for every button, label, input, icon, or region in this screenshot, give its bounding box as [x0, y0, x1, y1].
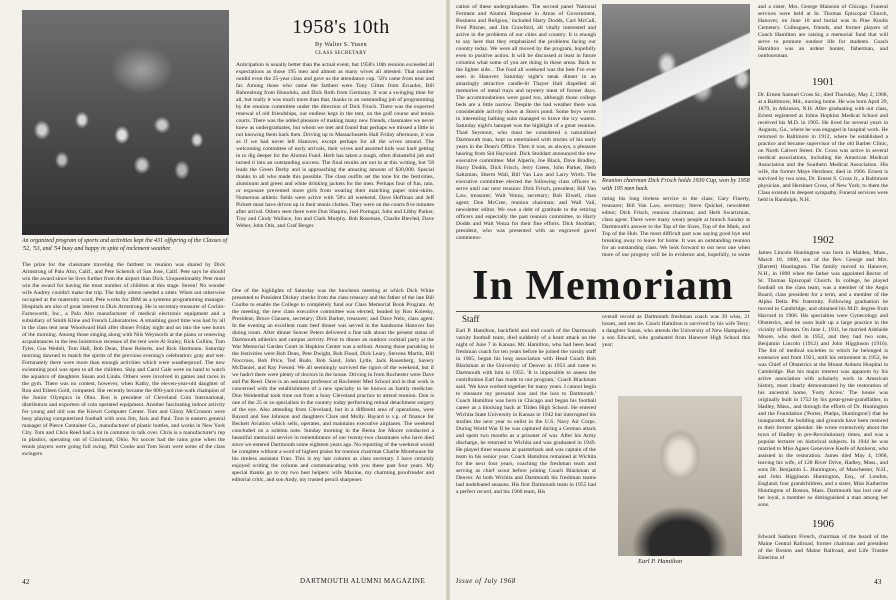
column-1-continued: cation of these undergraduates. The second panel 'National Ferment and Alumni Response in Areas of Government, Business and Religion,' included Harry Dodds, Carl McCall, Fred Pitzner, and Jim Crawford, all vitally interested and active in the problems of our cities and country. It is enough to say here that they emphasized the problems facing our country today. We were all moved by the program, hopefully even to positive action. It will be discussed at least in future columns what some of you are doing in these areas. Back to the lighter side... The food all weekend was the best I've ever seen in Hanover. Saturday night's steak dinner in an amazingly attractive candle-lit Thayer Hall dispelled all memories of metal trays and mystery meat of former days. The accommodations were good too, although those college beds are a little narrow. Despite the bad weather there was considerable activity down at Storrs pond. Some boys wrote in interesting bathing suits managed to brave the icy waters. Saturday night's banquet was the highlight of a great reunion. Thad Seymour, who must be considered a naturalized Dartmouth man, kept us entertained with stories of his early years in the Dean's Office. Then it was, as always, a pleasure hearing from Sid Hayward. Dick Stoddart announced the new executive committee: Mel Alperin, Joe Black, Dave Bradley, Harry Dodds, Dick Frisch, Jerry Green, John Parker, Herb Saltzman, Sherm Wall, Bill Van Law and Larry Wirth. The executive committee elected the following class officers to serve until our next reunion: Dick Frisch, president; Bill Van Law, treasurer; Walt Venza, secretary; Bob Elwell, class agent; Don McCree, reunion chairman; and Wall Vail, newsletter editor. We owe a debt of gratitude to the retiring officers and especially the past reunion committee, to Harry Dodds and Walt Venza for their fine efforts. Dick Stoddart, president, who was presented with an engraved gavel commemo- — [456, 4, 596, 241]
column-bottom-left: The prize for the classmate traveling the farthest to reunion was shared by Dick Armstrong of Palo Alto, Calif., and Pete Schenck of San Jose, Calif. Pete says he should win the award since he lives further from the airport than Dick. Unquestionably Pete must win the award for having the most number of children at this stage. Seven! No wonder wife Audrey couldn't make the trip. The baby sitters needed a sitter. When not otherwise occupied at the maternity ward, Pete works for IBM as a systems programming manager. Hospitals are also of great interest to Dick Armstrong. He is secretary-treasurer of Corbin-Farnsworth, Inc., a Palo Alto manufacturer of medical electronic equipment and a subsidiary of Smith Kline and French Laboratories. A smashing good time was had by all in the class tent near Woodward Hall after dinner Friday night and on into the wee hours of the morning. Among those singing along with Nils Weyssorth at the piano or renewing acquaintances in the less boisterous recesses of the tent were Al Staley, Rick Collins, Tom Tyler, Gus Wedell, Tom Hall, Bob Dean, Dune Roberts, and Rick Hartmann. Saturday morning dawned to match the spirits of the previous evening's celebration: gray and wet. Fortunately there were more than enough activities which were weatherproof. The new swimming pool was open to all the children. Skip and Carol Gale were on hand to watch the aquatics of daughters Susan and Linda. Others were involved in games and races in the gym. There was no contest, however, when Kathy, the eleven-year-old daughter of Ron and Eileen Gold, competed. She recently became the 600-yard run-walk champion of the Junior Olympics in Ohio. Ron is president of Cleveland Coin International, distributors and exporters of coin operated equipment. Another fascinating indoor activity for young and old was the Kiewit Computer Center. Tom and Ginny McCrosson were busy playing computerized football with sons Jim, Jack and Paul. Tom is eastern general manager of Pierce Container Co., manufacturer of plastic bottles, and works in New York City. Tom and Chris Reed had a lot in common to talk over. Chris is a manufacturer's rep in plastics, operating out of Cincinnati, Ohio. No soccer had the rains gone when the tennis players were going full swing. Phil Cooke and Tom Scott were some of the class swingers. — [22, 262, 225, 457]
column-3-top: and a sister, Mrs. George Mansion of Chicago. Funeral services were held at St. Thomas Episcopal Church, Hanover, on June 10 and burial was in Pine Knolls Cemetery. Colleagues, friends, and former players of Coach Hamilton are raising a memorial fund that will serve to promote outdoor life for students. Coach Hamilton was an ardent hunter, fisherman, and outdoorsman. — [758, 4, 888, 59]
obituary-1901: Dr. Ernest Samuel Cross Sr., died Thursday, May 2, 1968, at a Baltimore, Md., nursing home. He was born April 29, 1879, in Atkinson, N.H. After graduating with our class, Ernest registered at Johns Hopkins Medical School and received his M.D. in 1905. He lived for several years in Augusta, Ga., where he was engaged in hospital work. He returned to Baltimore in 1912, where he established a practice and became supervisor of the old Barber Clinic, on North Calvert Street. Dr. Cross was active in several medical associations, including the American Medical Association and the Southern Medical Association. His wife, the former Maye Hershner, died in 1966. Ernest is survived by two sons, Dr. Ernest S. Cross Jr., a Baltimore physician, and Hershner Cross, of New York; to them the Class extends its deepest sympathy. Funeral services were held in Randolph, N.H. — [758, 92, 888, 203]
memoriam-title: In Memoriam — [472, 263, 734, 309]
issue-footer: Issue of July 1968 — [456, 577, 516, 585]
year-1906: 1906 — [812, 518, 834, 530]
byline-name: By Walter S. Yusen — [315, 42, 367, 48]
crowd-photo — [22, 10, 229, 235]
year-1902: 1902 — [812, 234, 834, 246]
year-1901: 1901 — [812, 76, 834, 88]
reunion-photo-caption: Reunion chairman Dick Frisch holds 1930 Cup, won by 1958 with 195 men back. — [602, 178, 750, 192]
right-page — [448, 0, 896, 600]
memoriam-column-2: overall record as Dartmouth freshman coach was 39 wins, 21 losses, and one tie. Coach Hamilton is survived by his wife Terry; a daughter Susan, who attends the University of New Hampshire; a son Edward, who graduated from Hanover High School this year; — [602, 314, 750, 348]
memoriam-column-1: Earl P. Hamilton, backfield and end coach of the Dartmouth varsity football team, died suddenly of a heart attack on the night of June 7 in Kansas. Mr. Hamilton, who had been head freshman coach for ten years before he joined the varsity staff in 1965, began his long association with Head Coach Bob Blackman at the University of Denver in 1953 and came to Dartmouth with him in 1955. 'It is impossible to assess the contribution Earl has made to our program,' Coach Blackman said. 'We have worked together for many years. I cannot begin to measure my personal loss and the loss to Dartmouth.' Coach Hamilton was born in Chicago and began his football career as a blocking back at Tilden High School. He entered Wichita State University in Kansas in 1942 but interrupted his studies the next year to enlist in the U.S. Navy Air Corps. During World War II he was captured during a German attack and spent two months as a prisoner of war. After his Army discharge, he returned to Wichita and was graduated in 1949. He played three seasons at quarterback and was captain of the team in his senior year. Coach Hamilton remained at Wichita for the next four years, coaching the freshman team and serving as chief scout before joining Coach Blackman at Denver. At both Wichita and Dartmouth his freshman teams had undefeated seasons. His first Dartmouth team in 1955 had a perfect record, and his 1960 team, His — [456, 328, 596, 495]
obituary-1906: Edward Sanborn French, chairman of the board of the Maine Central Railroad, former chairman and president of the Boston and Maine Railroad, and Life Trustee Emeritus of — [758, 534, 888, 561]
portrait-caption: Earl P. Hamilton — [638, 558, 683, 565]
obituary-1902: James Lincoln Huntington was born in Malden, Mass., March 10, 1880, son of the Rev. George and Mrs. (Barrett) Huntington. The family moved to Hanover, N.H., in 1890 when the father was appointed Rector of St. Thomas Episcopal Church. In college, he played football on the class team, was a member of the Aegis Board, class president for a term, and a member of the Alpha Delta Phi fraternity. Following graduation he moved to Cambridge, and obtained his M.D. degree from Harvard in 1906. His specialties were Gynecology and Obstetrics, and he soon built up a large practice in the vicinity of Boston. On June 1, 1911, he married Adelaide Moore, who died in 1952, and they had two sons, Benjamin Lincoln (1912) and John Higginson (1916). The list of medical societies to which he belonged is extensive and from 1921, until his retirement in 1952, he was Chief of Obstetrics at the Mount Auburn Hospital in Cambridge. But his major interest was apparent by his active association with scholarly work in American history, most clearly demonstrated by the restoration of his ancestral home, 'Forty Acres.' The house was originally built in 1752 by his great-great-grandfather, in Hadley, Mass., and through the efforts of Dr. Huntington and the Foundation ('Porter, Phelps, Huntington') that he inaugurated, the building and grounds have been restored to their former splendor. He wrote extensively about the town of Hadley in pre-Revolutionary times, and was a popular lecturer on historical subjects. In 1944 he was married to Miss Agnes Genevieve Keefe of Amherst, who assisted in the restoration. James died May 4, 1968, leaving his wife, of 128 River Drive, Hadley, Mass., and sons Dr. Benjamin L. Huntington, of Manchester, N.H., and John Higginson Huntington, Esq., of London, England; four grandchildren, and a sister, Miss Katherine Huntington of Boston, Mass. Dartmouth has lost one of her loyal, a member so distinguished a man among her sons. — [758, 250, 888, 508]
portrait-photo — [618, 396, 742, 556]
column-2-continued: rating his long tireless service to the class; Gary Finerty, treasurer; Bill Van Law, secretary; Steve Quickel, newsletter editor; Dick Frisch, reunion chairman; and Herb Swartzman, class agent. There were many weary people at brunch Sunday at Dartmouth's answer to the Top of the Sixes, Top of the Mark, and Top of the Hub. The most difficult part was saying good bye and breaking away to leave for home. It was an outstanding reunion for an outstanding class. We look forward to our next one when more of our progeny will be in evidence and, hopefully, to some — [602, 196, 750, 258]
page-number-left: 42 — [22, 577, 30, 586]
class-headline: 1958's 10th — [292, 16, 390, 38]
column-bottom-right: One of the highlights of Saturday was the luncheon meeting at which Dick White presented to President Dickey checks from the class treasury and the father of the late Bill Coulbo to enable the College to completely fund our Class Memorial Book Program. At the meeting, the new class executive committee was elected, headed by Ron Kolesky, President; Bruce Clausen, secretary; Dick Barker, treasurer; and Dave Nelo, class agent. In the evening an excellent roast beef dinner was served in the handsome Hanover Inn dining room. After dinner Seaver Peters delivered a fine talk about the present status of Dartmouth athletics and campus activity. Prior to dinner an outdoor cocktail party at the War Memorial Garden Court in Hopkins Center was a sellout. Among those partaking in the festivities were Bob Dean, Pete Dwight, Bob Flood, Dick Leary, Stevens Martin, Bill Noccross, Bob Price, Ted Rudo, Bob Sand, John Lytle, Jack Rosenberg, Savery McDaniel, and Ray Freund. We all seemingly survived the rigors of the weekend, but if we hadn't there were plenty of doctors in the house. Driving in from Rochester were Dave and Pat Reed. Dave is an assistant professor at Rochester Med School and in that work is concerned with the establishment of a new specialty to be known as family medicine. Don Weidenthal took time out from a busy Cleveland practice to attend reunion. Don is one of the 25 or so specialists in the country today performing retinal detachment surgery of the eye. Also attending from Cleveland, but in a different area of operations, were Bayard and Sue Johnson and daughters Clare and Molly. Bayard is v.p. of finance for Beckett Aviation which sells, operates, and maintains executive airplanes. The weekend concluded on a solemn note. Sunday morning in the Bema Joe Moore conducted a beautiful memorial service in remembrance of our twenty-two classmates who have died since we entered Dartmouth some eighteen years ago. No reporting of the weekend would be complete without a word of highest praise for reunion chairman Charlie Morehouse for his tireless assistant Fran. This is my last column as class secretary. I have certainly enjoyed writing the column and communicating with you these past four years. My special thanks go to my two best helpers: wife Maxine, my charming proofreader and editorial critic, and son Andy, my trusted pencil sharpener. — [232, 288, 434, 483]
reunion-photo — [602, 4, 750, 176]
column-top-right: Anticipation is usually better than the actual event, but 1958's 10th reunion exceeded all expectations as those 195 men and almost as many wives all attested. That number outdid even the 25-year class and gave us the attendance cup. '58's came from near and far. Among those who came the farthest were Tony Gittes from Ecuador, Bill Bahrenburg from Honolulu, and Dick Roth from Germany. It was a swinging time for all, but really it was much more than that, thanks to an outstanding job of programming by the reunion committee under the direction of Dick Frisch. There was the expected renewal of old friendships, our endless kegs in the tent, on the golf course and tennis courts. There was the added pleasure of making many new friends, classmates we never knew as undergraduates, but whom we met and found that perhaps we missed a little in not knowing them back then. Driving up to Massachusetts Hall Friday afternoon, it was as if we had never left Hanover, except perhaps for all the wives around. The welcoming committee of early arrivals, their wives and assorted kids was hard getting in to dig deeper for the Alumni Fund. Herb has taken a tough, often distasteful job and turned it into an outstanding success. The final results are not in at this writing, but '58 leads the Green Derby and is approaching the amazing amount of $30,000. Special thanks to all who made this possible. The class outfits set the tone for the festivities, aluminum and green and white drinking jackets for the men. Perhaps four of fun, rain, or exposure prevented more girls from wearing their matching paper mini-skirts. Numerous athletic fields were active with '58's all weekend. Dave Hoffman and Jeff Pickett must have driven up in their tennis clothes. They were on the courts five minutes after arrival. Others seen there were Don Shapiro, Joel Portugal, John and Libby Parker, Tray and Cindy Wallace, Jon and Clark Murphy. Bob Roseman, Charlie Blevled, Dave Weber, John Otis, and Graf Berger. — [236, 62, 434, 229]
byline-role: CLASS SECRETARY — [315, 50, 367, 56]
page-number-right: 43 — [874, 577, 882, 586]
magazine-footer: DARTMOUTH ALUMNI MAGAZINE — [300, 577, 426, 585]
memoriam-rule — [456, 311, 750, 312]
crowd-photo-caption: An organized program of sports and activities kept the 431 offspring of the Classes of '52, '53, and '54 busy and happy in spite of inclement weather. — [22, 238, 228, 252]
memoriam-subtitle: Staff — [462, 314, 480, 324]
